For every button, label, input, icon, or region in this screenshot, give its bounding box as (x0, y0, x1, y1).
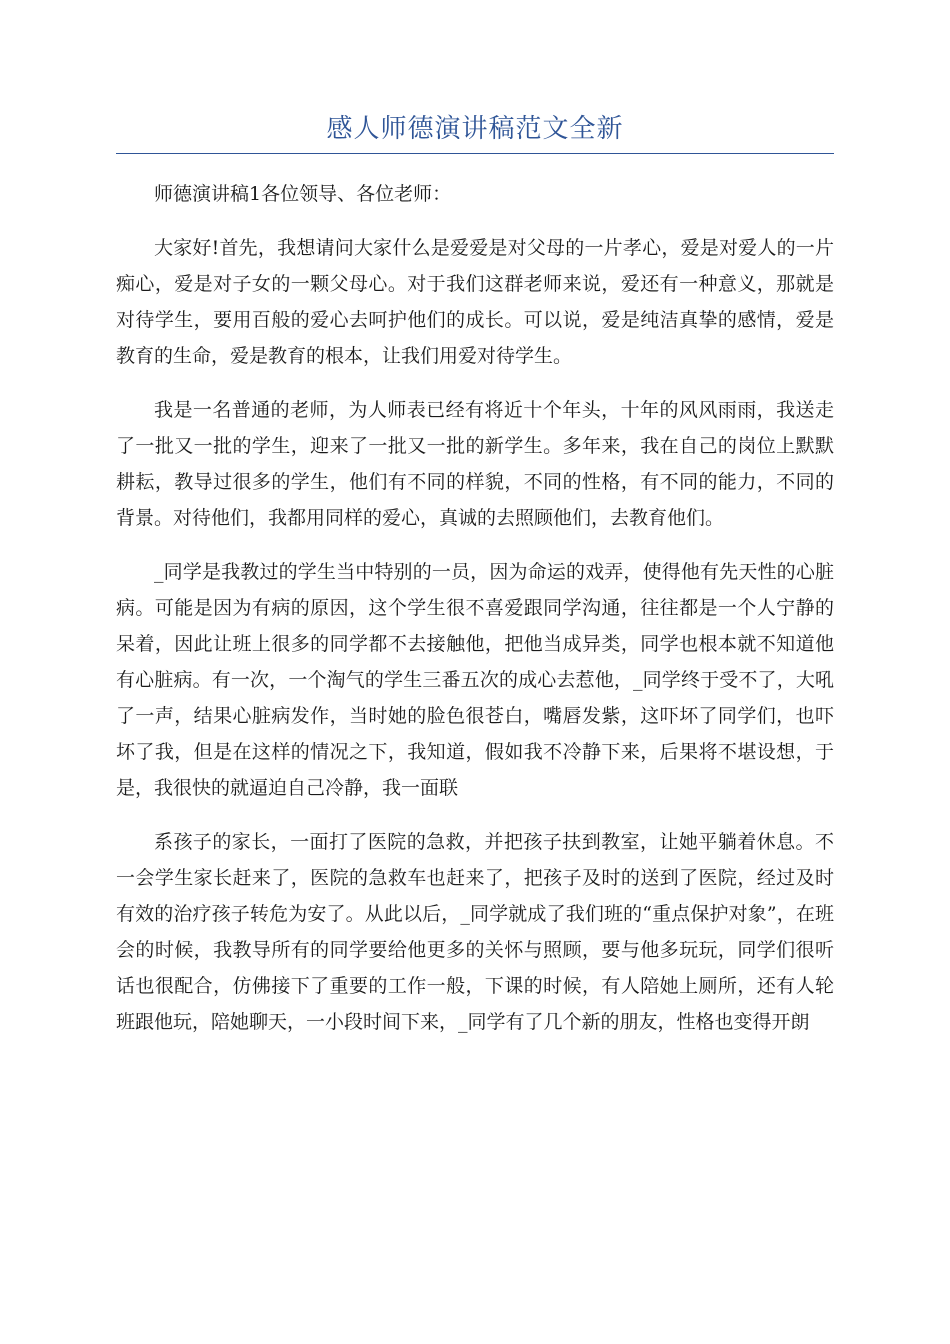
paragraph-2: 我是一名普通的老师，为人师表已经有将近十个年头，十年的风风雨雨，我送走了一批又一批的学生，迎来了一批又一批的新学生。多年来，我在自己的岗位上默默耕耘，教导过很多的学生，他们有不同的样貌，不同的性格，有不同的能力，不同的背景。对待他们，我都用同样的爱心，真诚的去照顾他们，去教育他们。 (116, 399, 834, 529)
paragraph-4: 系孩子的家长，一面打了医院的急救，并把孩子扶到教室，让她平躺着休息。不一会学生家长赶来了，医院的急救车也赶来了，把孩子及时的送到了医院，经过及时有效的治疗孩子转危为安了。从此以后，_同学就成了我们班的“重点保护对象”，在班会的时候，我教导所有的同学要给他更多的关怀与照顾，要与他多玩玩，同学们很听话也很配合，仿佛接下了重要的工作一般，下课的时候，有人陪她上厕所，还有人轮班跟他玩，陪她聊天，一小段时间下来，_同学有了几个新的朋友，性格也变得开朗 (116, 831, 834, 1033)
paragraph-salutation: 师德演讲稿1各位领导、各位老师： (154, 183, 452, 205)
document-page (116, 110, 834, 1040)
paragraph-1: 大家好!首先，我想请问大家什么是爱爱是对父母的一片孝心，爱是对爱人的一片痴心，爱是对子女的一颗父母心。对于我们这群老师来说，爱还有一种意义，那就是对待学生，要用百般的爱心去呵护他们的成长。可以说，爱是纯洁真挚的感情，爱是教育的生命，爱是教育的根本，让我们用爱对待学生。 (116, 237, 834, 367)
document-title: 感人师德演讲稿范文全新 (326, 114, 624, 144)
title-underline (116, 153, 834, 154)
paragraph-3: _同学是我教过的学生当中特别的一员，因为命运的戏弄，使得他有先天性的心脏病。可能是因为有病的原因，这个学生很不喜爱跟同学沟通，往往都是一个人宁静的呆着，因此让班上很多的同学都不去接触他，把他当成异类，同学也根本就不知道他有心脏病。有一次，一个淘气的学生三番五次的成心去惹他，_同学终于受不了，大吼了一声，结果心脏病发作，当时她的脸色很苍白，嘴唇发紫，这吓坏了同学们，也吓坏了我，但是在这样的情况之下，我知道，假如我不冷静下来，后果将不堪设想，于是，我很快的就逼迫自己冷静，我一面联 (116, 561, 834, 799)
